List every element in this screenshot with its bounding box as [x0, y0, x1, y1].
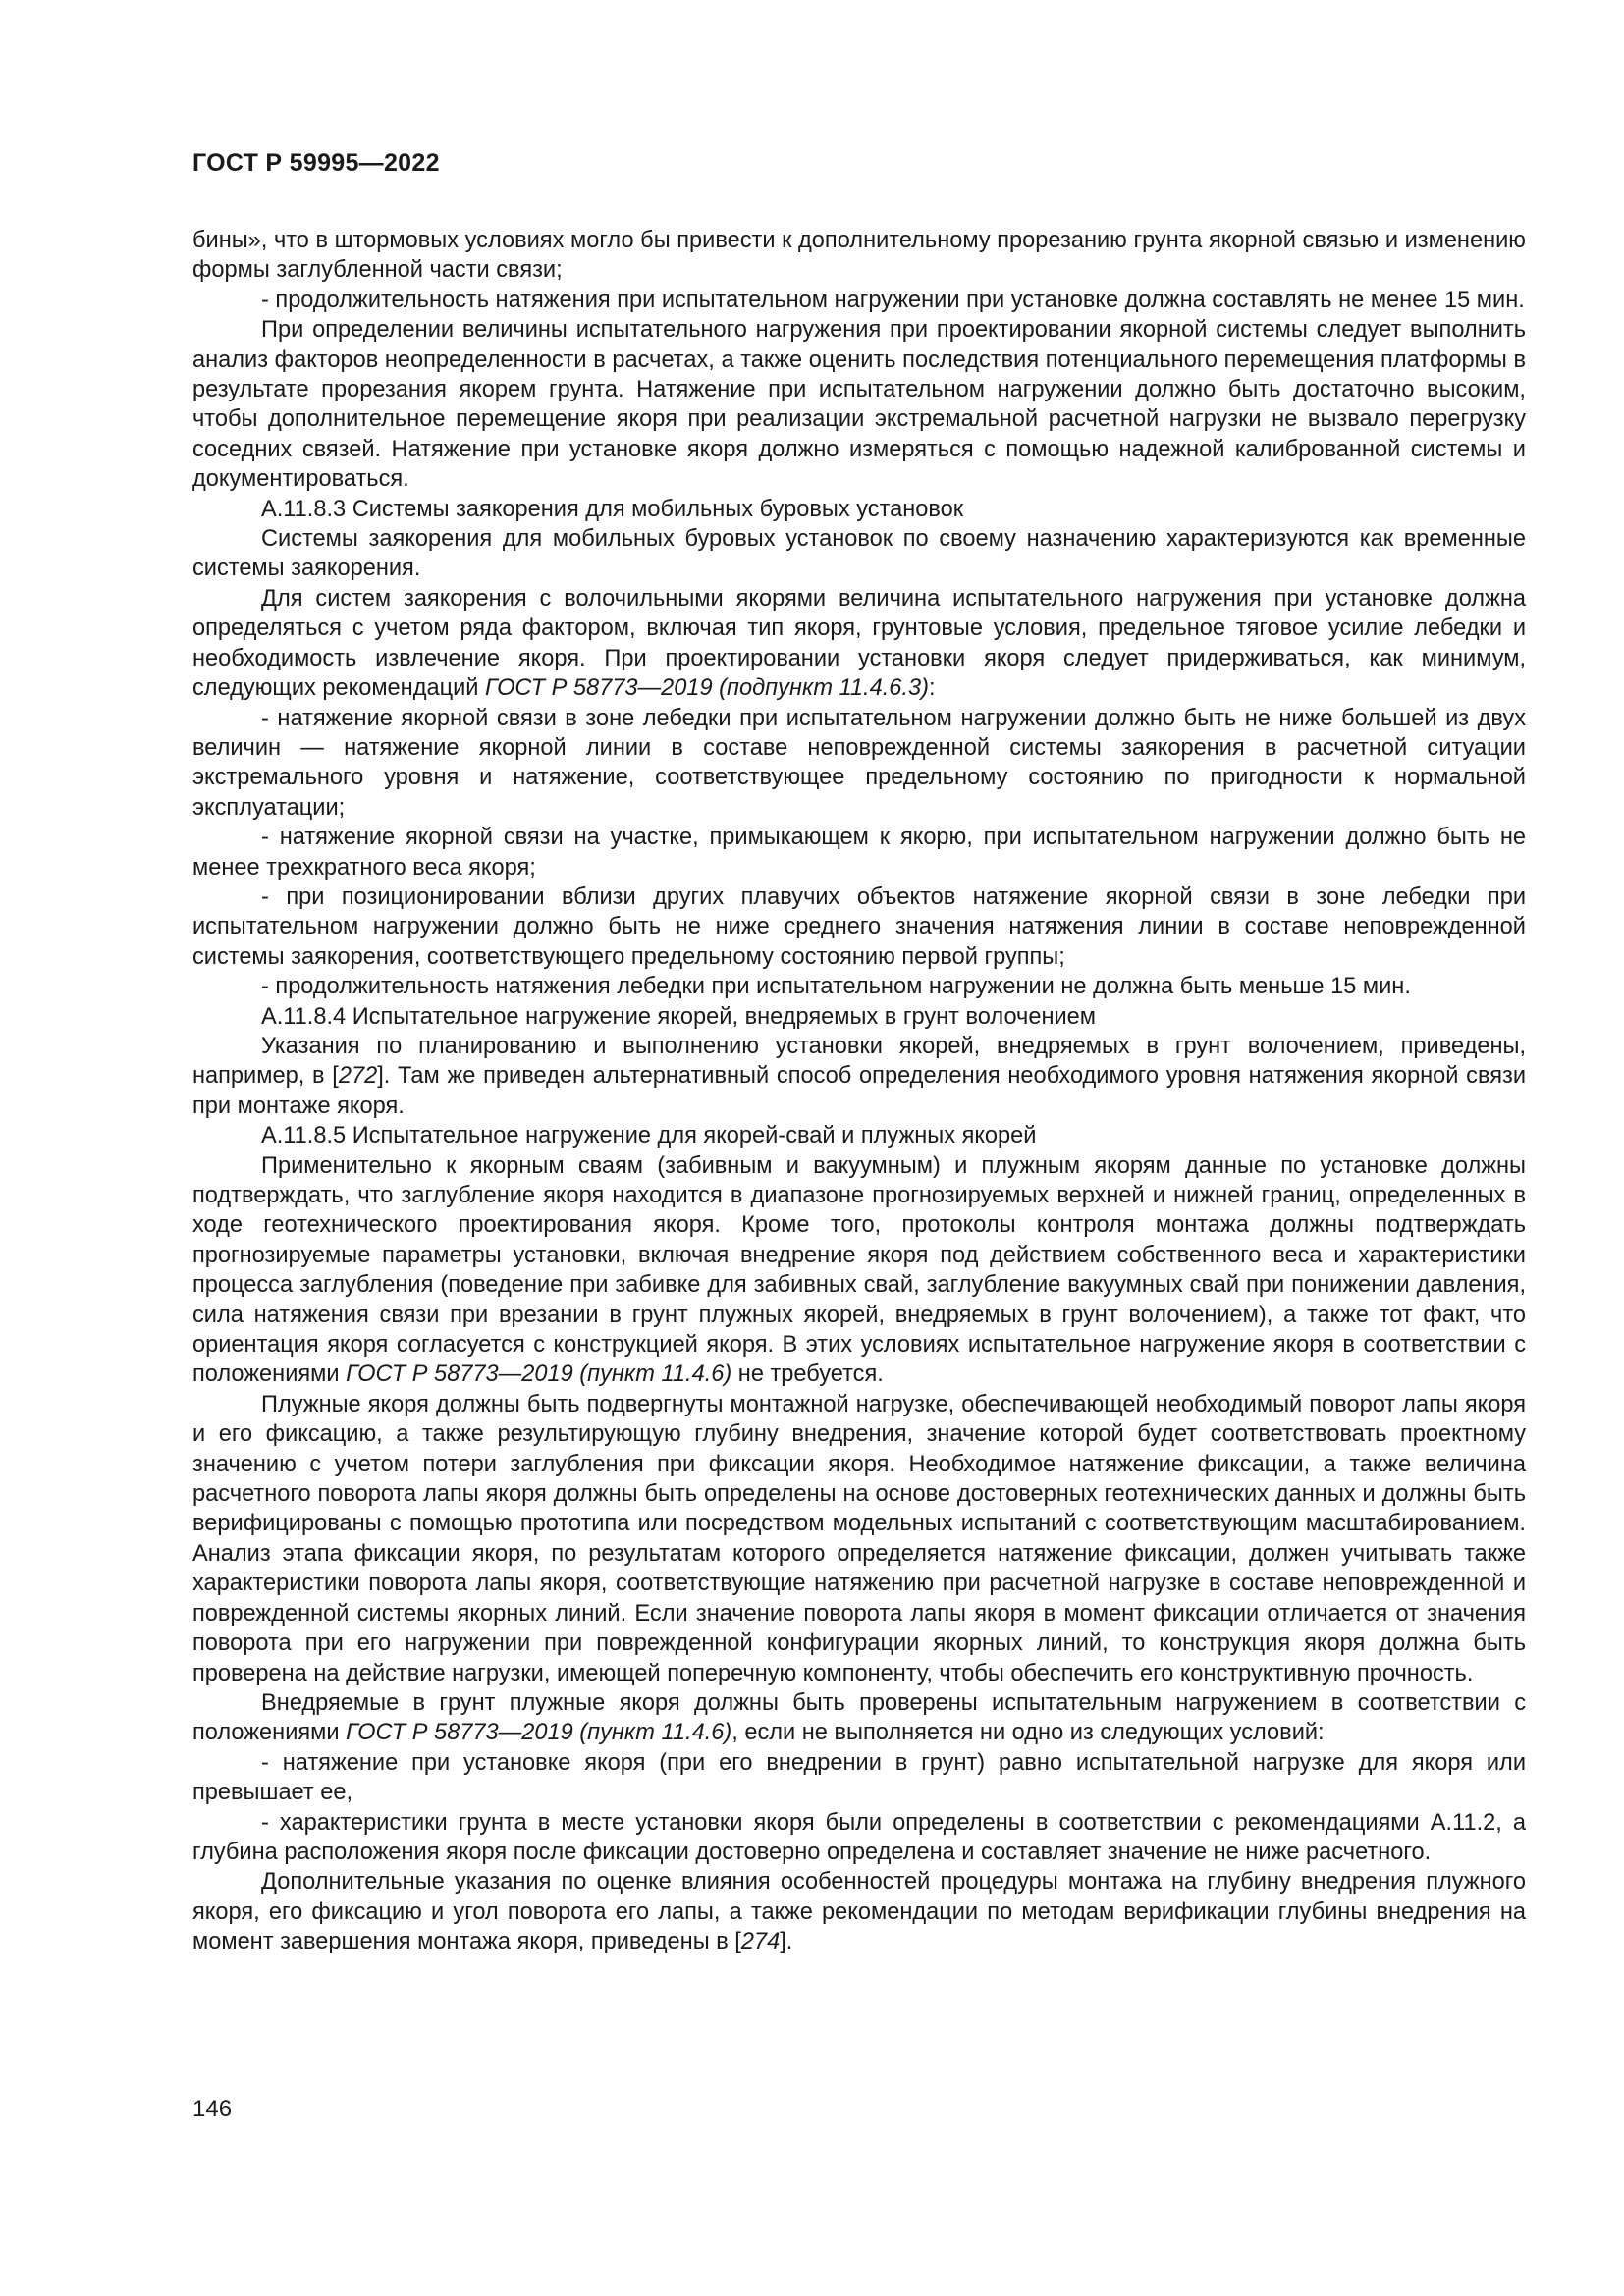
section-heading: А.11.8.3 Системы заякорения для мобильных буровых установок — [261, 496, 964, 522]
paragraph: Для систем заякорения с волочильными якорями величина испытательного нагружения при установке должна определяться с учетом ряда фактором, включая тип якоря, грунтовые условия, предельное тяговое усилие лебедки и необходимость извлечение якоря. При проектировании установки якоря следует придерживаться, как минимум, следующих рекомендаций ГОСТ Р 58773—2019 (подпункт 11.4.6.3): — [192, 585, 1526, 702]
list-item: - продолжительность натяжения лебедки при испытательном нагружении не должна быть меньше 15 мин. — [261, 974, 1411, 1000]
paragraph: Внедряемые в грунт плужные якоря должны быть проверены испытательным нагружением в соответствии с положениями ГОСТ Р 58773—2019 (пункт 11.4.6), если не выполняется ни одно из следующих условий: — [192, 1689, 1526, 1746]
list-item: - натяжение при установке якоря (при его внедрении в грунт) равно испытательной нагрузке для якоря или превышает ее, — [192, 1749, 1526, 1806]
list-item: - при позиционировании вблизи других плавучих объектов натяжение якорной связи в зоне лебедки при испытательном нагружении должно быть не ниже среднего значения натяжения линии в составе неповрежденной системы заякорения, соответствующего предельному состоянию первой группы; — [192, 883, 1526, 970]
list-item: - натяжение якорной связи в зоне лебедки при испытательном нагружении должно быть не ниже большей из двух величин — натяжение якорной линии в составе неповрежденной системы заякорения в расчетной ситуации экстремального уровня и натяжение, соответствующее предельному состоянию по пригодности к нормальной эксплуатации; — [192, 705, 1526, 821]
paragraph: Указания по планированию и выполнению установки якорей, внедряемых в грунт волочением, приведены, например, в [272]. Там же приведен альтернативный способ определения необходимого уровня натяжения якорной связи при монтаже якоря. — [192, 1033, 1527, 1119]
page-number: 146 — [192, 2096, 233, 2122]
list-item: - продолжительность натяжения при испытательном нагружении при установке должна составлять не менее 15 мин. — [261, 287, 1525, 313]
paragraph: Дополнительные указания по оценке влияния особенностей процедуры монтажа на глубину внедрения плужного якоря, его фиксацию и угол поворота его лапы, а также рекомендации по методам верификации глубины внедрения на момент завершения монтажа якоря, приведены в [274]. — [192, 1869, 1526, 1955]
paragraph: Плужные якоря должны быть подвергнуты монтажной нагрузке, обеспечивающей необходимый поворот лапы якоря и его фиксацию, а также результирующую глубину внедрения, значение которой будет соответствовать проектному значению с учетом потери заглубления при фиксации якоря. Необходимое натяжение фиксации, а также величина расчетного поворота лапы якоря должны быть определены на основе достоверных геотехнических данных и должны быть верифицированы с помощью прототипа или посредством модельных испытаний с соответствующим масштабированием. Анализ этапа фиксации якоря, по результатам которого определяется натяжение фиксации, должен учитывать также характеристики поворота лапы якоря, соответствующие натяжению при расчетной нагрузке в составе неповрежденной и поврежденной системы якорных линий. Если значение поворота лапы якоря в момент фиксации отличается от значения поворота при его нагружении при поврежденной конфигурации якорных линий, то конструкция якоря должна быть проверена на действие нагрузки, имеющей поперечную компоненту, чтобы обеспечить его конструктивную прочность. — [192, 1391, 1526, 1686]
paragraph: Применительно к якорным сваям (забивным и вакуумным) и плужным якорям данные по установке должны подтверждать, что заглубление якоря находится в диапазоне прогнозируемых верхней и нижней границ, определенных в ходе геотехнического проектирования якоря. Кроме того, протоколы контроля монтажа должны подтверждать прогнозируемые параметры установки, включая внедрение якоря под действием собственного веса и характеристики процесса заглубления (поведение при забивке для забивных свай, заглубление вакуумных свай при понижении давления, сила натяжения связи при врезании в грунт плужных якорей, внедряемых в грунт волочением), а также тот факт, что ориентация якоря согласуется с конструкцией якоря. В этих условиях испытательное нагружение якоря в соответствии с положениями ГОСТ Р 58773—2019 (пункт 11.4.6) не требуется. — [192, 1152, 1526, 1388]
standard-reference: ГОСТ Р 58773—2019 (пункт 11.4.6) — [346, 1720, 732, 1746]
list-item: - натяжение якорной связи на участке, примыкающем к якорю, при испытательном нагружении должно быть не менее трехкратного веса якоря; — [192, 825, 1526, 881]
paragraph: бины», что в штормовых условиях могло бы привести к дополнительному прорезанию грунта якорной связью и изменению формы заглубленной части связи; — [192, 228, 1526, 284]
paragraph: Системы заякорения для мобильных буровых установок по своему назначению характеризуются как временные системы заякорения. — [192, 526, 1526, 582]
list-item: - характеристики грунта в месте установки якоря были определены в соответствии с рекомендациями А.11.2, а глубина расположения якоря после фиксации достоверно определена и составляет значение не ниже расчетного. — [192, 1809, 1526, 1865]
section-heading: А.11.8.4 Испытательное нагружение якорей, внедряемых в грунт волочением — [261, 1003, 1097, 1030]
document-body — [192, 226, 1526, 1957]
section-heading: А.11.8.5 Испытательное нагружение для якорей-свай и плужных якорей — [261, 1123, 1037, 1149]
document-header: ГОСТ Р 59995—2022 — [192, 149, 440, 177]
bibliography-reference: 274 — [740, 1929, 781, 1955]
bibliography-reference: 272 — [338, 1063, 378, 1090]
standard-reference: ГОСТ Р 58773—2019 (подпункт 11.4.6.3) — [485, 675, 929, 702]
standard-reference: ГОСТ Р 58773—2019 (пункт 11.4.6) — [346, 1362, 732, 1388]
paragraph: При определении величины испытательного нагружения при проектировании якорной системы следует выполнить анализ факторов неопределенности в расчетах, а также оценить последствия потенциального перемещения платформы в результате прорезания якорем грунта. Натяжение при испытательном нагружении должно быть достаточно высоким, чтобы дополнительное перемещение якоря при реализации экстремальной расчетной нагрузки не вызвало перегрузку соседних связей. Натяжение при установке якоря должно измеряться с помощью надежной калиброванной системы и документироваться. — [192, 317, 1526, 493]
